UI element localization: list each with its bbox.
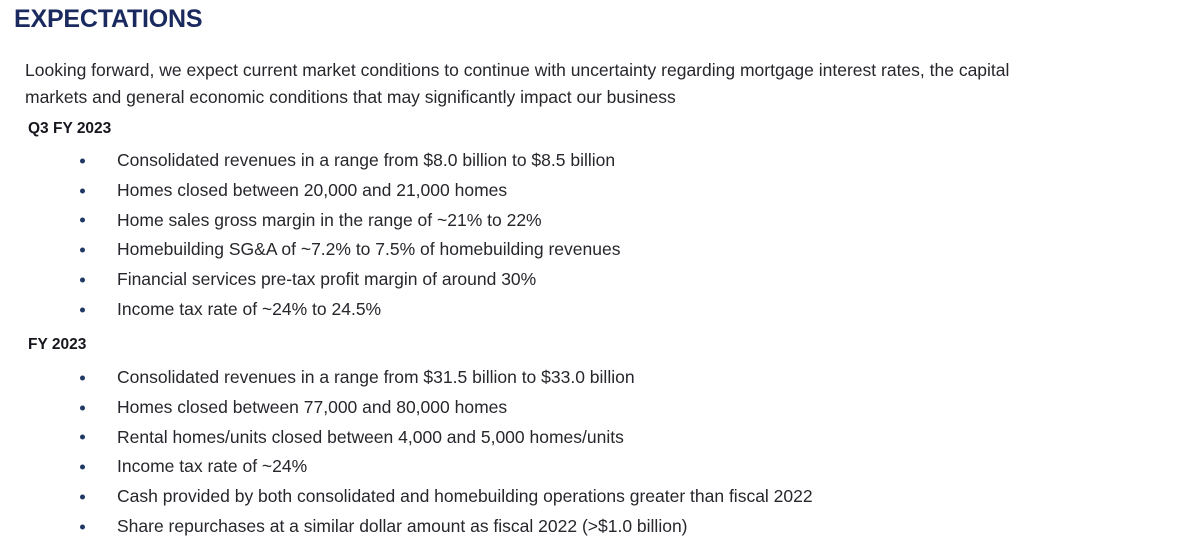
list-item <box>25 393 813 423</box>
intro-paragraph <box>25 57 1009 111</box>
list-item <box>25 423 813 453</box>
bullet-text: Financial services pre-tax profit margin of around 30% <box>117 269 537 290</box>
bullet-icon <box>80 375 85 380</box>
bullet-text: Rental homes/units closed between 4,000 and 5,000 homes/units <box>117 426 624 447</box>
bullet-icon <box>80 218 85 223</box>
bullet-icon <box>80 307 85 312</box>
intro-line: markets and general economic conditions that may significantly impact our business <box>25 87 676 107</box>
list-item <box>25 363 813 393</box>
list-item <box>25 295 620 325</box>
bullet-text: Income tax rate of ~24% to 24.5% <box>117 298 382 319</box>
bullet-icon <box>80 188 85 193</box>
list-item <box>25 176 620 206</box>
bullet-icon <box>80 465 85 470</box>
bullet-list-fy2023 <box>25 363 813 542</box>
bullet-text: Share repurchases at a similar dollar amount as fiscal 2022 (>$1.0 billion) <box>117 515 688 536</box>
bullet-text: Homes closed between 77,000 and 80,000 homes <box>117 396 508 417</box>
bullet-text: Income tax rate of ~24% <box>117 456 308 477</box>
bullet-text: Consolidated revenues in a range from $8.0 billion to $8.5 billion <box>117 150 616 170</box>
bullet-icon <box>80 278 85 283</box>
list-item <box>25 452 813 482</box>
list-item <box>25 235 620 265</box>
bullet-icon <box>80 524 85 529</box>
bullet-text: Consolidated revenues in a range from $31.5 billion to $33.0 billion <box>117 367 635 387</box>
list-item <box>25 265 620 295</box>
bullet-text: Home sales gross margin in the range of ~21% to 22% <box>117 209 542 230</box>
intro-line: Looking forward, we expect current market conditions to continue with uncertainty regarding mortgage interest rates, the capital <box>25 60 1010 80</box>
bullet-text: Homebuilding SG&A of ~7.2% to 7.5% of homebuilding revenues <box>117 239 621 260</box>
bullet-icon <box>80 435 85 440</box>
bullet-icon <box>80 158 85 163</box>
bullet-icon <box>80 495 85 500</box>
list-item <box>25 206 620 236</box>
list-item <box>25 482 813 512</box>
section-heading-fy2023: FY 2023 <box>28 336 87 353</box>
bullet-icon <box>80 248 85 253</box>
list-item <box>25 146 620 176</box>
bullet-text: Cash provided by both consolidated and homebuilding operations greater than fiscal 2022 <box>117 486 813 507</box>
section-heading-q3-fy2023: Q3 FY 2023 <box>28 120 112 137</box>
slide-title: EXPECTATIONS <box>14 5 203 33</box>
list-item <box>25 512 813 542</box>
bullet-text: Homes closed between 20,000 and 21,000 homes <box>117 179 508 200</box>
bullet-list-q3-fy2023 <box>25 146 620 325</box>
bullet-icon <box>80 405 85 410</box>
